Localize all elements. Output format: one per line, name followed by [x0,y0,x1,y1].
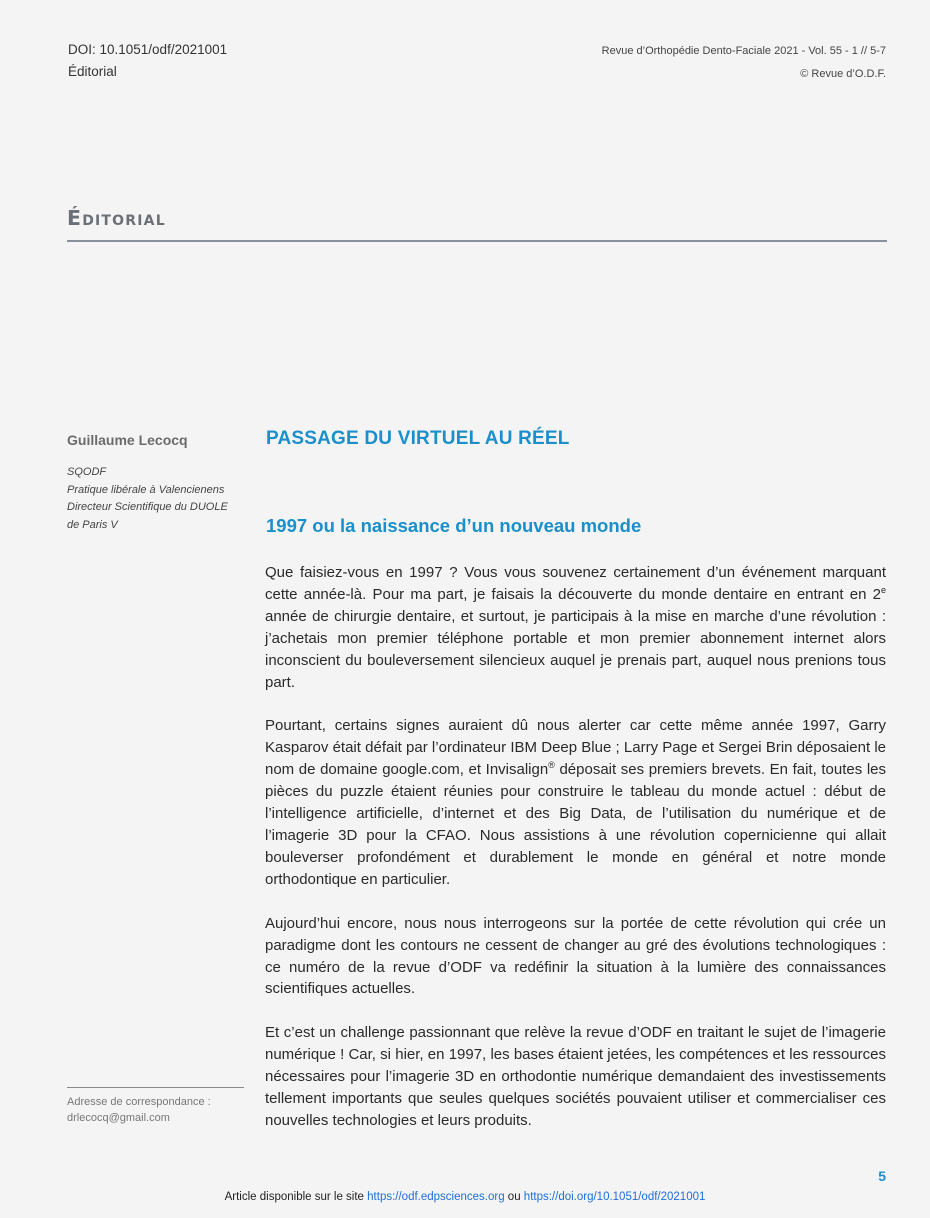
affiliation-line: de Paris V [67,518,118,531]
page-number: 5 [878,1168,886,1184]
author-affiliations [67,464,228,534]
paragraph: Pourtant, certains signes auraient dû nous alerter car cette même année 1997, Garry Kasparov était défait par l’ordinateur IBM Deep Blue ; Larry Page et Sergei Brin déposaient le nom de domaine google.com, et Invisalign® déposait ses premiers brevets. En fait, toutes les pièces du puzzle étaient réunies pour construire le tableau du monde actuel : début de l’intelligence artificielle, d’internet et des Big Data, de l’utilisation du numérique et de l’imagerie 3D pour la CFAO. Nous assistions à une révolution copernicienne qui allait bouleverser profondément et durablement le monde en général et notre monde orthodontique en particulier. [265,717,886,888]
footer [0,1191,930,1203]
affiliation-line: Pratique libérale à Valencienens [67,483,225,496]
footer-prefix: Article disponible sur le site [224,1191,368,1203]
journal-info: Revue d’Orthopédie Dento-Faciale 2021 - Vol. 55 - 1 // 5-7 [601,45,886,57]
doi-link[interactable]: https://doi.org/10.1051/odf/2021001 [523,1191,706,1203]
section-divider [67,240,887,242]
header-right [602,40,886,86]
affiliation-line: Directeur Scientifique du DUOLE [67,501,228,513]
article-title: PASSAGE DU VIRTUEL AU RÉEL [266,428,570,449]
article-body [265,562,886,1154]
author-name: Guillaume Lecocq [67,432,188,448]
affiliation-line: SQODF [67,466,107,478]
section-heading: Éditorial [67,206,166,230]
footer-middle: ou [504,1191,524,1203]
correspondence-block [67,1094,211,1126]
paragraph: Aujourd’hui encore, nous nous interrogeons sur la portée de cette révolution qui crée un paradigme dont les contours ne cessent de changer au gré des évolutions technologiques : ce numéro de la revue d’ODF va redéfinir la situation à la lumière des connaissances scientifiques actuelles. [265,914,886,998]
section-label: Éditorial [68,64,117,79]
paragraph: Que faisiez-vous en 1997 ? Vous vous souvenez certainement d’un événement marquant cette année-là. Pour ma part, je faisais la découverte du monde dentaire en entrant en 2e année de chirurgie dentaire, et surtout, je participais à la mise en marche d’une révolution : j’achetais mon premier téléphone portable et mon premier abonnement internet alors inconscient du bouleversement silencieux auquel je prenais part, auquel nous prenions tous part. [265,564,886,691]
header-left [68,39,227,83]
correspondence-email[interactable]: drlecocq@gmail.com [67,1112,170,1124]
copyright-text: © Revue d’O.D.F. [800,68,886,80]
correspondence-divider [67,1087,244,1088]
journal-site-link[interactable]: https://odf.edpsciences.org [367,1191,505,1203]
paragraph: Et c’est un challenge passionnant que relève la revue d’ODF en traitant le sujet de l’imagerie numérique ! Car, si hier, en 1997, les bases étaient jetées, les compétences et les ressources nécessaires pour l’imagerie 3D en orthodontie numérique demandaient des investissements tellement importants que seules quelques sociétés pouvaient utiliser et commercialiser ces nouvelles technologies et leurs produits. [265,1024,886,1129]
doi-text: DOI: 10.1051/odf/2021001 [68,42,228,57]
article-subtitle: 1997 ou la naissance d’un nouveau monde [266,515,642,536]
correspondence-label: Adresse de correspondance : [67,1096,211,1108]
